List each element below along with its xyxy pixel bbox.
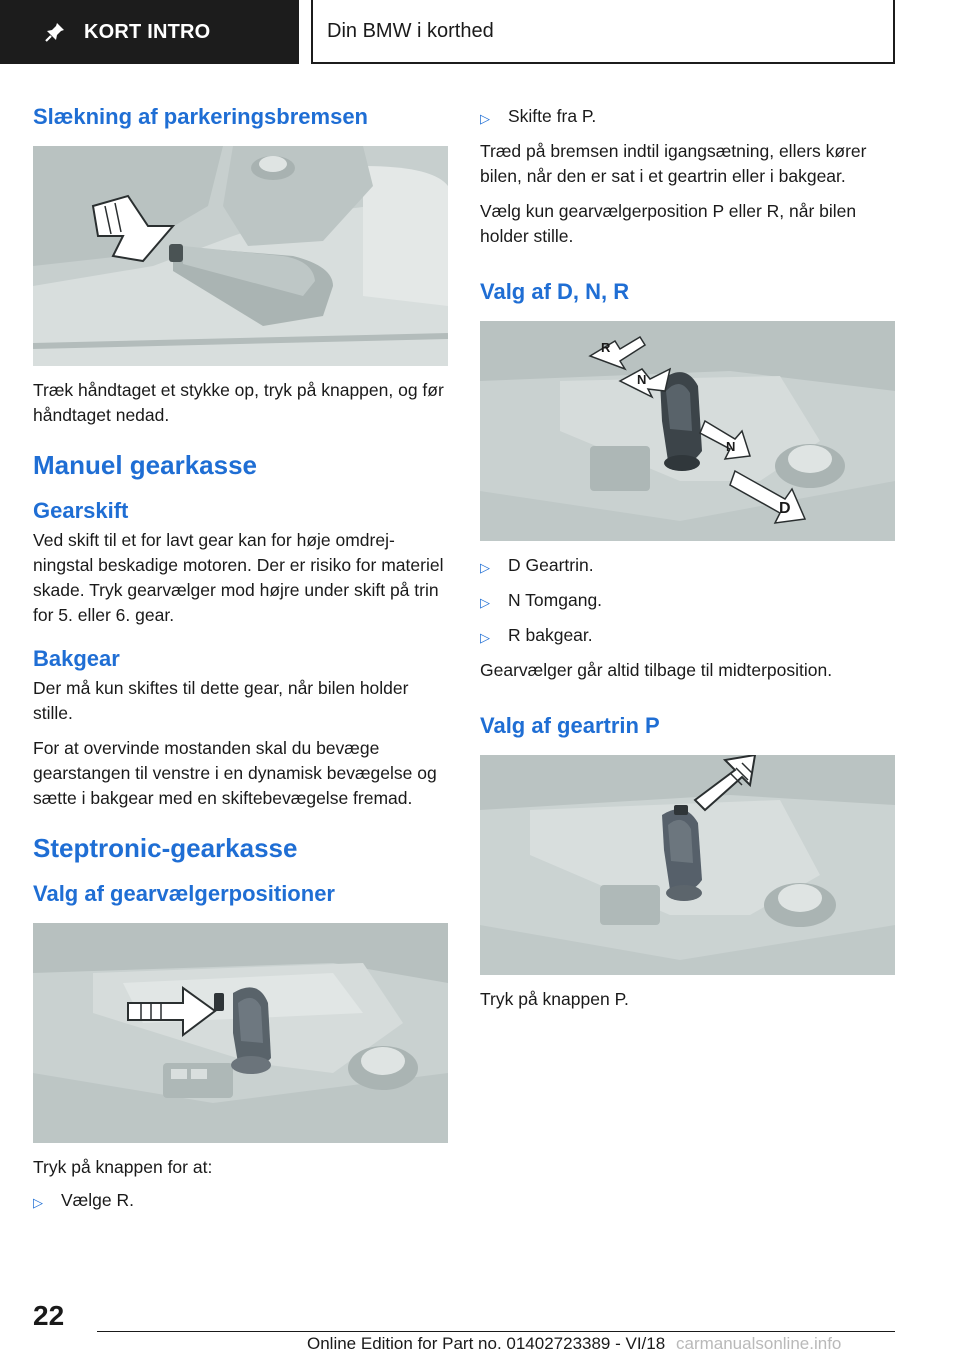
list-item bbox=[33, 1188, 448, 1215]
figure-dnr-positions bbox=[480, 321, 895, 541]
chapter-title: Din BMW i korthed bbox=[327, 19, 494, 42]
para-standstill: Vælg kun gearvælgerposition P eller R, når bilen holder stille. bbox=[480, 201, 857, 246]
triangle-bullet-icon: ▷ bbox=[480, 595, 490, 610]
pushpin-icon bbox=[44, 21, 66, 43]
triangle-bullet-icon: ▷ bbox=[480, 560, 490, 575]
list-item bbox=[480, 104, 895, 131]
heading-reverse-gear: Bakgear bbox=[33, 646, 120, 671]
figure-label-r: R bbox=[601, 340, 611, 355]
list-item-text: R bakgear. bbox=[508, 625, 593, 645]
list-item bbox=[480, 623, 895, 650]
footer-edition: Online Edition for Part no. 01402723389 - VI/18 bbox=[307, 1334, 666, 1353]
list-item-text: Vælge R. bbox=[61, 1190, 134, 1210]
para-gearshift: Ved skift til et for lavt gear kan for høje omdrejningstal beskadige motoren. Der er risiko for materiel skade. Tryk gearvælger mod højre under skift på trin for 5. eller 6. gear. bbox=[33, 530, 444, 625]
list-item-text: N Tomgang. bbox=[508, 590, 603, 610]
figure-selector-lever-button bbox=[33, 923, 448, 1143]
figure-parking-brake bbox=[33, 146, 448, 366]
para-reverse-1: Der må kun skiftes til dette gear, når bilen holder stille. bbox=[33, 678, 409, 723]
figure-label-d: D bbox=[779, 500, 791, 517]
para-parking-brake: Træk håndtaget et stykke op, tryk på knappen, og før håndtaget nedad. bbox=[33, 380, 444, 425]
right-column bbox=[480, 100, 895, 1012]
footer-divider bbox=[97, 1331, 895, 1332]
list-item bbox=[480, 553, 895, 580]
triangle-bullet-icon: ▷ bbox=[480, 111, 490, 126]
heading-select-positions: Valg af gearvælgerpositioner bbox=[33, 881, 335, 906]
footer-watermark[interactable]: carmanualsonline.info bbox=[676, 1334, 842, 1353]
para-brake: Træd på bremsen indtil igangsætning, ellers kører bilen, når den er sat i et geartrin eller i bakgear. bbox=[480, 141, 867, 186]
heading-select-dnr: Valg af D, N, R bbox=[480, 279, 630, 304]
section-tab[interactable] bbox=[0, 0, 299, 64]
chapter-title-box bbox=[311, 0, 895, 64]
left-column bbox=[33, 100, 448, 1215]
para-return-center: Gearvælger går altid tilbage til midterposition. bbox=[480, 660, 833, 680]
figure-p-button bbox=[480, 755, 895, 975]
list-item-text: D Geartrin. bbox=[508, 555, 594, 575]
para-press-p: Tryk på knappen P. bbox=[480, 989, 629, 1009]
para-reverse-2: For at overvinde mostanden skal du bevæge gearstangen til venstre i en dynamisk bevægelse og sætte i bakgear med en skiftebevægelse fremad. bbox=[33, 738, 437, 808]
heading-steptronic: Steptronic-gearkasse bbox=[33, 833, 298, 863]
page-number: 22 bbox=[33, 1300, 65, 1331]
heading-parking-brake-release: Slækning af parkeringsbremsen bbox=[33, 104, 368, 129]
triangle-bullet-icon: ▷ bbox=[33, 1195, 43, 1210]
figure-label-n-top: N bbox=[637, 372, 647, 387]
triangle-bullet-icon: ▷ bbox=[480, 630, 490, 645]
figure-label-n-bottom: N bbox=[726, 439, 736, 454]
list-item-text: Skifte fra P. bbox=[508, 106, 597, 126]
section-tab-label: KORT INTRO bbox=[84, 20, 211, 43]
heading-gearshift: Gearskift bbox=[33, 498, 129, 523]
para-press-button: Tryk på knappen for at: bbox=[33, 1157, 213, 1177]
heading-manual-gearbox: Manuel gearkasse bbox=[33, 450, 258, 480]
heading-select-p: Valg af geartrin P bbox=[480, 713, 660, 738]
list-item bbox=[480, 588, 895, 615]
